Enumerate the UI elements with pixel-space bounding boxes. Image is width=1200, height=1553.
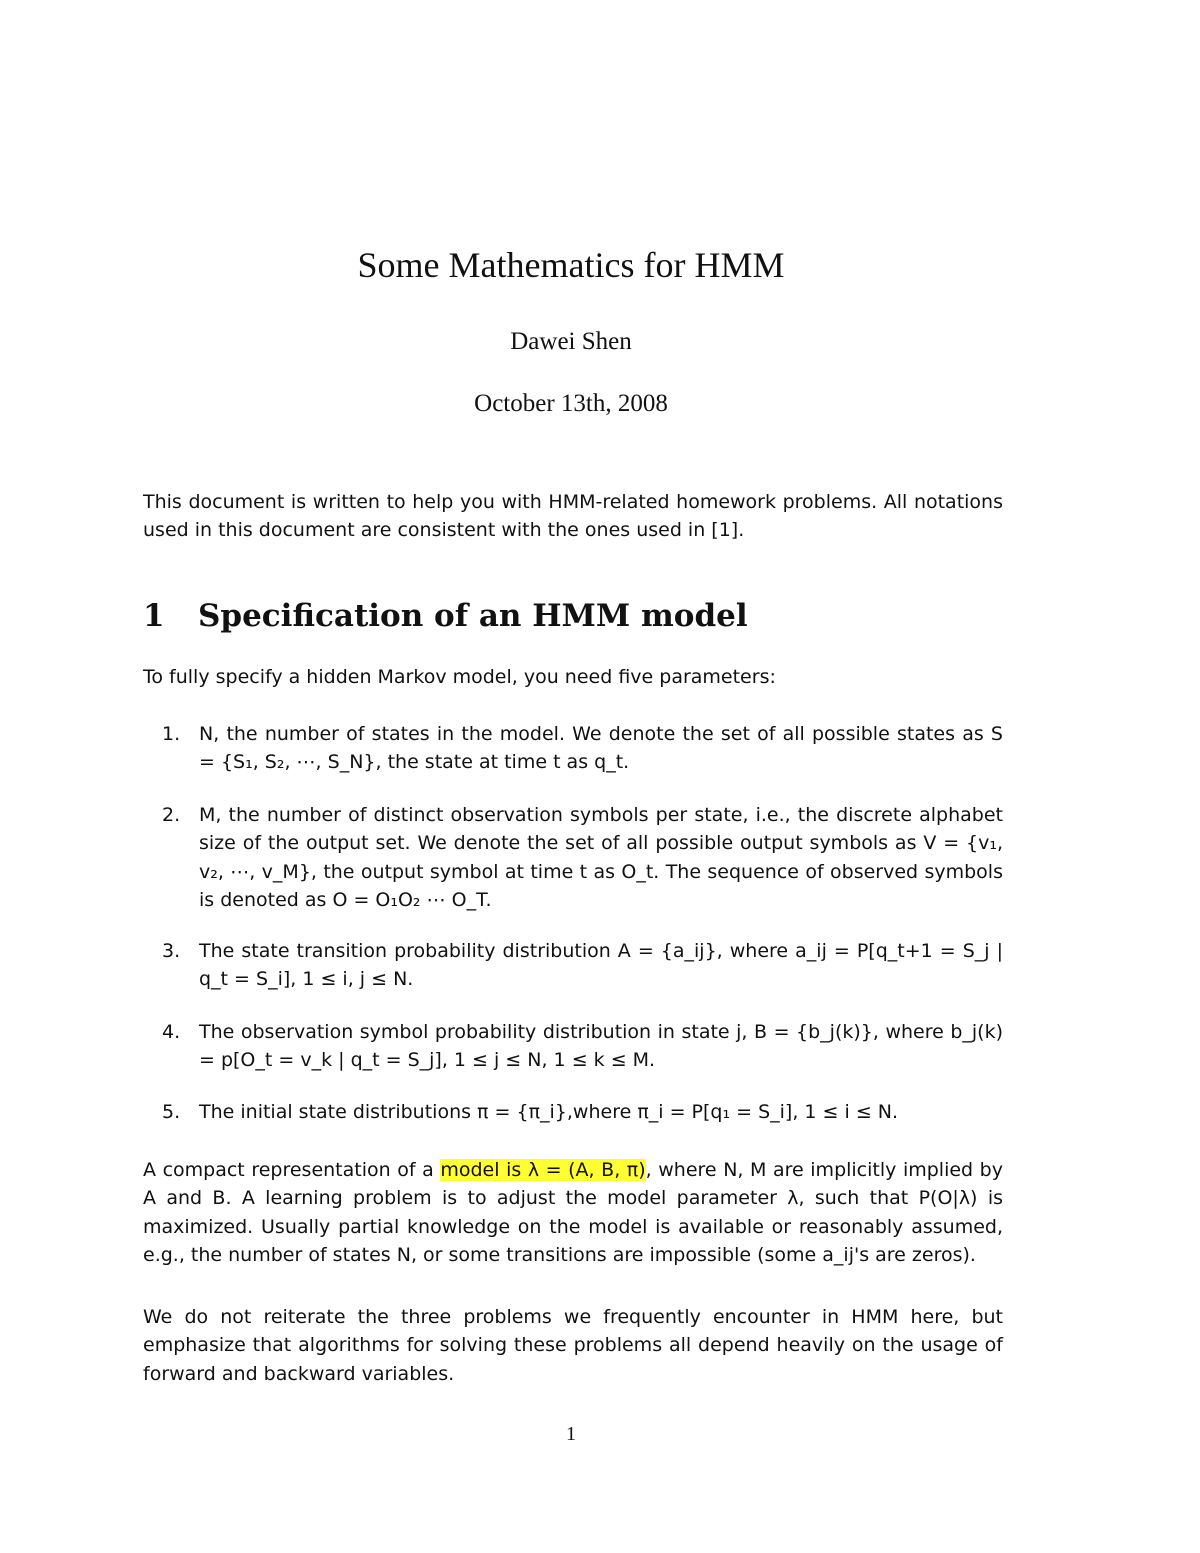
list-item-number: 2. [162, 804, 181, 826]
list-item-text: The initial state distributions π = {π_i},where π_i = P[q₁ = S_i], 1 ≤ i ≤ N. [199, 1101, 899, 1123]
section-title: Specification of an HMM model [198, 598, 748, 634]
paper-author: Dawei Shen [510, 328, 632, 355]
list-item-number: 3. [162, 940, 181, 962]
list-item-text: The observation symbol probability distribution in state j, B = {b_j(k)}, where b_j(k) = p[O_t = v_k | q_t = S_j], 1 ≤ j ≤ N, 1 ≤ k ≤ M. [199, 1021, 1003, 1072]
list-item [162, 720, 1003, 777]
list-item [162, 937, 1003, 994]
highlighted-phrase: model is λ = (A, B, π) [440, 1159, 646, 1181]
list-item [162, 801, 1003, 915]
paper-date: October 13th, 2008 [474, 390, 668, 417]
list-item-number: 4. [162, 1021, 181, 1043]
page-number: 1 [566, 1423, 576, 1445]
intro-paragraph: This document is written to help you with HMM-related homework problems. All notations used in this document are consistent with the ones used in [1]. [143, 491, 1003, 542]
list-item-text: N, the number of states in the model. We denote the set of all possible states as S = {S₁, S₂, ⋯, S_N}, the state at time t as q_t. [199, 723, 1003, 774]
section-number: 1 [143, 598, 165, 634]
section-1-heading [143, 594, 748, 638]
list-item [162, 1018, 1003, 1075]
list-item-text: The state transition probability distribution A = {a_ij}, where a_ij = P[q_t+1 = S_j | q_t = S_i], 1 ≤ i, j ≤ N. [199, 940, 1003, 991]
compact-representation-text: A compact representation of a model is λ = (A, B, π), where N, M are implicitly implied by A and B. A learning problem is to adjust the model parameter λ, such that P(O|λ) is maximized. Usually partial knowledge on the model is available or reasonably assumed, e.g., the number of states N, or some transitions are impossible (some a_ij's are zeros). [143, 1159, 1003, 1267]
section-lead: To fully specify a hidden Markov model, you need five parameters: [143, 666, 776, 688]
compact-representation-paragraph [143, 1156, 1003, 1270]
list-item-number: 5. [162, 1101, 181, 1123]
paper-title: Some Mathematics for HMM [357, 245, 785, 285]
list-item-text: M, the number of distinct observation symbols per state, i.e., the discrete alphabet size of the output set. We denote the set of all possible output symbols as V = {v₁, v₂, ⋯, v_M}, the output symbol at time t as O_t. The sequence of observed symbols is denoted as O = O₁O₂ ⋯ O_T. [199, 804, 1003, 912]
list-item-number: 1. [162, 723, 181, 745]
closing-paragraph: We do not reiterate the three problems we frequently encounter in HMM here, but emphasize that algorithms for solving these problems all depend heavily on the usage of forward and backward variables. [143, 1306, 1003, 1385]
list-item [162, 1098, 1003, 1126]
